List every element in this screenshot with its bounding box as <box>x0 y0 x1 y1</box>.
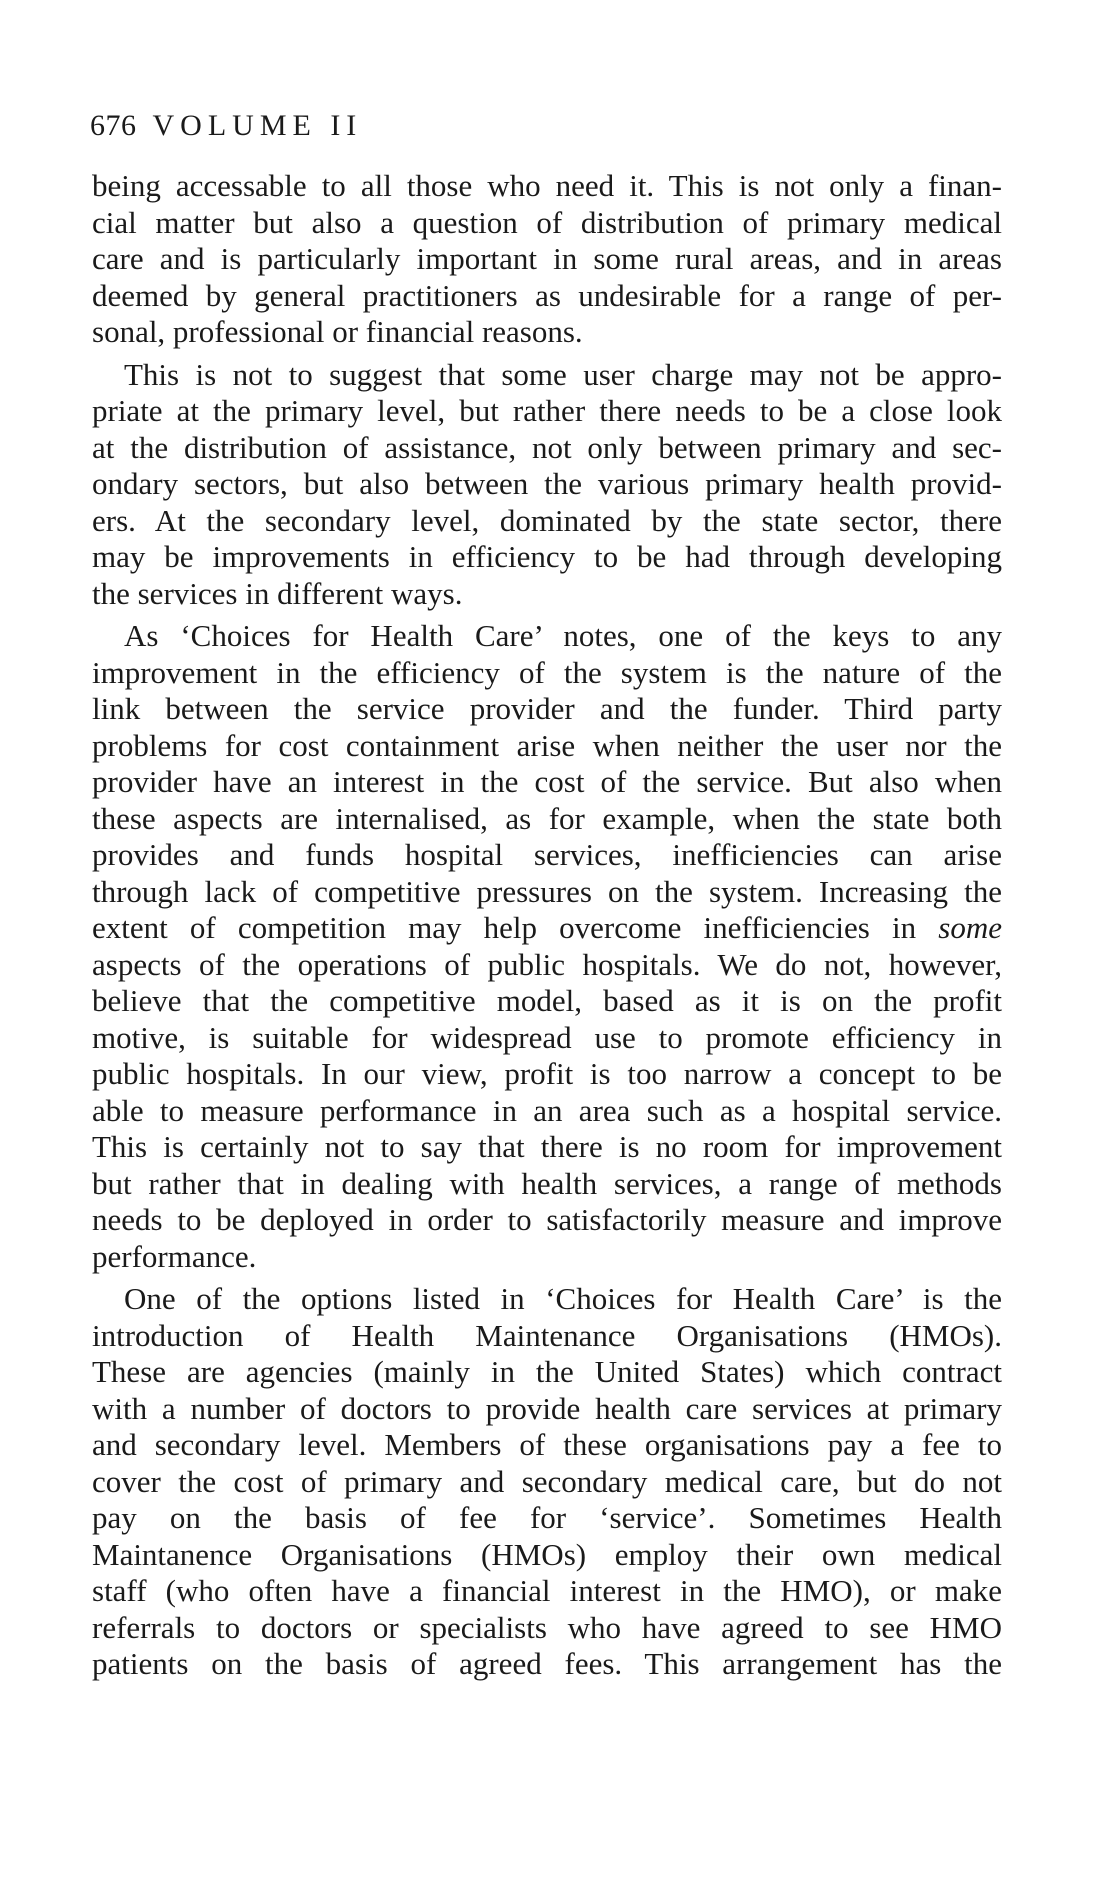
text-line: being accessable to all those who need it. This is not only a finan- <box>92 168 1002 203</box>
text-line: and secondary level. Members of these organisations pay a fee to <box>92 1427 1002 1462</box>
text-line: at the distribution of assistance, not only between primary and sec- <box>92 429 1002 465</box>
text-line: provider have an interest in the cost of the service. But also when <box>92 764 1002 799</box>
body-text <box>92 168 1002 1689</box>
text-line: needs to be deployed in order to satisfactorily measure and improve <box>92 1202 1002 1237</box>
text-line: This is not to suggest that some user charge may not be appro- <box>124 356 1002 392</box>
text-line: the services in different ways. <box>92 575 463 611</box>
text-line: priate at the primary level, but rather there needs to be a close look <box>92 393 1002 428</box>
text-line: care and is particularly important in some rural areas, and in areas <box>92 241 1002 276</box>
text-line: introduction of Health Maintenance Organisations (HMOs). <box>92 1317 1002 1353</box>
text-line: referrals to doctors or specialists who have agreed to see HMO <box>92 1609 1002 1645</box>
paragraph <box>92 168 1002 351</box>
text-line: patients on the basis of agreed fees. This arrangement has the <box>92 1646 1002 1681</box>
text-line: Maintanence Organisations (HMOs) employ their own medical <box>92 1536 1002 1572</box>
text-line-with-emphasis <box>92 910 1002 947</box>
text-line: link between the service provider and the funder. Third party <box>92 691 1002 726</box>
text-line: these aspects are internalised, as for example, when the state both <box>92 800 1002 836</box>
text-line: public hospitals. In our view, profit is too narrow a concept to be <box>92 1056 1002 1091</box>
page-number: 676 <box>90 109 137 142</box>
text-line: pay on the basis of fee for ‘service’. Sometimes Health <box>92 1500 1002 1535</box>
volume-label: VOLUME II <box>152 109 363 142</box>
text-line: problems for cost containment arise when neither the user nor the <box>92 727 1002 763</box>
text-line: sonal, professional or financial reasons. <box>92 314 583 349</box>
text-fragment: extent of competition may help overcome inefficiencies in <box>92 910 917 945</box>
running-head <box>90 108 362 144</box>
text-line: provides and funds hospital services, inefficiencies can arise <box>92 837 1002 872</box>
text-line: with a number of doctors to provide health care services at primary <box>92 1390 1002 1426</box>
text-line: performance. <box>92 1238 257 1274</box>
text-line: believe that the competitive model, based as it is on the profit <box>92 983 1002 1018</box>
text-line: may be improvements in efficiency to be had through developing <box>92 539 1002 574</box>
text-line: but rather that in dealing with health services, a range of methods <box>92 1165 1002 1201</box>
text-line: ondary sectors, but also between the various primary health provid- <box>92 466 1002 501</box>
text-line: motive, is suitable for widespread use to promote efficiency in <box>92 1019 1002 1055</box>
text-line: deemed by general practitioners as undesirable for a range of per- <box>92 277 1002 313</box>
text-line: As ‘Choices for Health Care’ notes, one of the keys to any <box>124 618 1002 653</box>
text-line: This is certainly not to say that there is no room for improvement <box>92 1129 1002 1164</box>
emphasis: some <box>938 910 1003 945</box>
text-line: These are agencies (mainly in the United States) which contract <box>92 1354 1002 1389</box>
text-line: staff (who often have a financial interest in the HMO), or make <box>92 1573 1002 1608</box>
text-line: able to measure performance in an area such as a hospital service. <box>92 1092 1002 1128</box>
paragraph <box>92 618 1002 1275</box>
paragraph <box>92 1281 1002 1683</box>
text-line: improvement in the efficiency of the system is the nature of the <box>92 654 1002 690</box>
text-line: cial matter but also a question of distribution of primary medical <box>92 204 1002 240</box>
text-line: ers. At the secondary level, dominated by the state sector, there <box>92 502 1002 538</box>
paragraph <box>92 357 1002 613</box>
text-line: through lack of competitive pressures on the system. Increasing the <box>92 873 1002 909</box>
text-line: One of the options listed in ‘Choices for Health Care’ is the <box>124 1281 1002 1316</box>
text-line: cover the cost of primary and secondary medical care, but do not <box>92 1463 1002 1499</box>
text-line: aspects of the operations of public hospitals. We do not, however, <box>92 946 1002 982</box>
